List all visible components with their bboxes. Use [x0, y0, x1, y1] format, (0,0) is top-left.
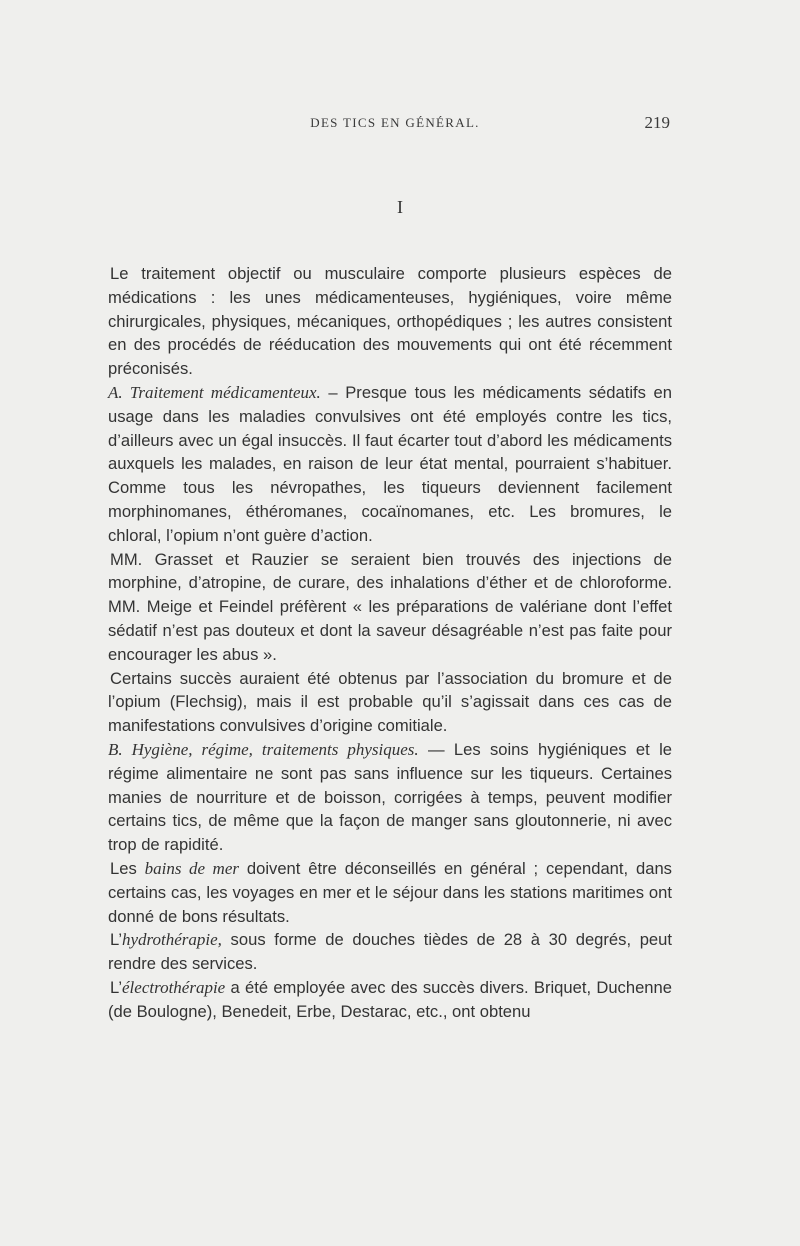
- paragraph-heading: B. Hygiène, régime, traitements physiques.: [108, 739, 419, 759]
- paragraph-hygiene: [108, 738, 672, 857]
- running-head-title: DES TICS EN GÉNÉRAL.: [310, 115, 480, 130]
- paragraph-intro: [108, 262, 672, 381]
- paragraph-electrotherapie: [108, 976, 672, 1024]
- paragraph-grasset: [108, 548, 672, 667]
- paragraph-term: bains de mer: [144, 858, 239, 878]
- paragraph-text: a été employée avec des succès divers. Briquet, Duchenne (de Boulogne), Benedeit, Erbe, Destarac, etc., ont obtenu: [108, 977, 672, 1021]
- paragraph-certains-succes: [108, 667, 672, 738]
- paragraph-prefix: L’: [110, 977, 122, 997]
- paragraph-medicamenteux: [108, 381, 672, 548]
- page-number: 219: [644, 113, 670, 132]
- paragraph-text: sous forme de douches tièdes de 28 à 30 degrés, peut rendre des services.: [108, 930, 672, 974]
- paragraph-bains: [108, 857, 672, 928]
- paragraph-heading: A. Traitement médicamenteux.: [108, 382, 321, 402]
- running-head: [108, 113, 682, 137]
- paragraph-text: — Les soins hygiéniques et le régime alimentaire ne sont pas sans influence sur les tiqueurs. Certaines manies de nourriture et de boisson, corrigées à temps, peuvent modifier certains tics, de même que la façon de manger sans gloutonnerie, ni avec trop de rapidité.: [108, 739, 673, 855]
- paragraph-term: hydrothérapie,: [122, 930, 222, 950]
- paragraph-term: électrothérapie: [122, 977, 226, 997]
- paragraph-hydrotherapie: [108, 928, 672, 976]
- body-text: [108, 262, 672, 1024]
- paragraph-text: Le traitement objectif ou musculaire comporte plusieurs espèces de médications : les unes médicamenteuses, hygiéniques, voire même chirurgicales, physiques, mécaniques, orthopédiques ; les autres consistent en des procédés de rééducation des mouvements qui ont été récemment préconisés.: [108, 264, 672, 379]
- section-number: I: [397, 197, 403, 217]
- paragraph-text: – Presque tous les médicaments sédatifs en usage dans les maladies convulsives ont été employés contre les tics, d’ailleurs avec un égal insuccès. Il faut écarter tout d’abord les médicaments auxquels les malades, en raison de leur état mental, pourraient s’habituer. Comme tous les névropathes, les tiqueurs deviennent facilement morphinomanes, éthéromanes, cocaïnomanes, etc. Les bromures, le chloral, l’opium n’ont guère d’action.: [108, 382, 672, 545]
- paragraph-text: Certains succès auraient été obtenus par l’association du bromure et de l’opium (Flechsig), mais il est probable qu’il s’agissait dans ces cas de manifestations convulsives d’origine comitiale.: [108, 668, 672, 736]
- paragraph-prefix: Les: [110, 858, 145, 878]
- paragraph-text: MM. Grasset et Rauzier se seraient bien trouvés des injections de morphine, d’atropine, de curare, des inhalations d’éther et de chloroforme. MM. Meige et Feindel préfèrent « les préparations de valériane dont l’effet sédatif n’est pas douteux et dont la saveur désagréable n’est pas faite pour encourager les abus ».: [108, 549, 672, 664]
- paragraph-prefix: L’: [110, 930, 122, 950]
- paragraph-text: doivent être déconseillés en général ; cependant, dans certains cas, les voyages en mer et le séjour dans les stations maritimes ont donné de bons résultats.: [108, 858, 672, 926]
